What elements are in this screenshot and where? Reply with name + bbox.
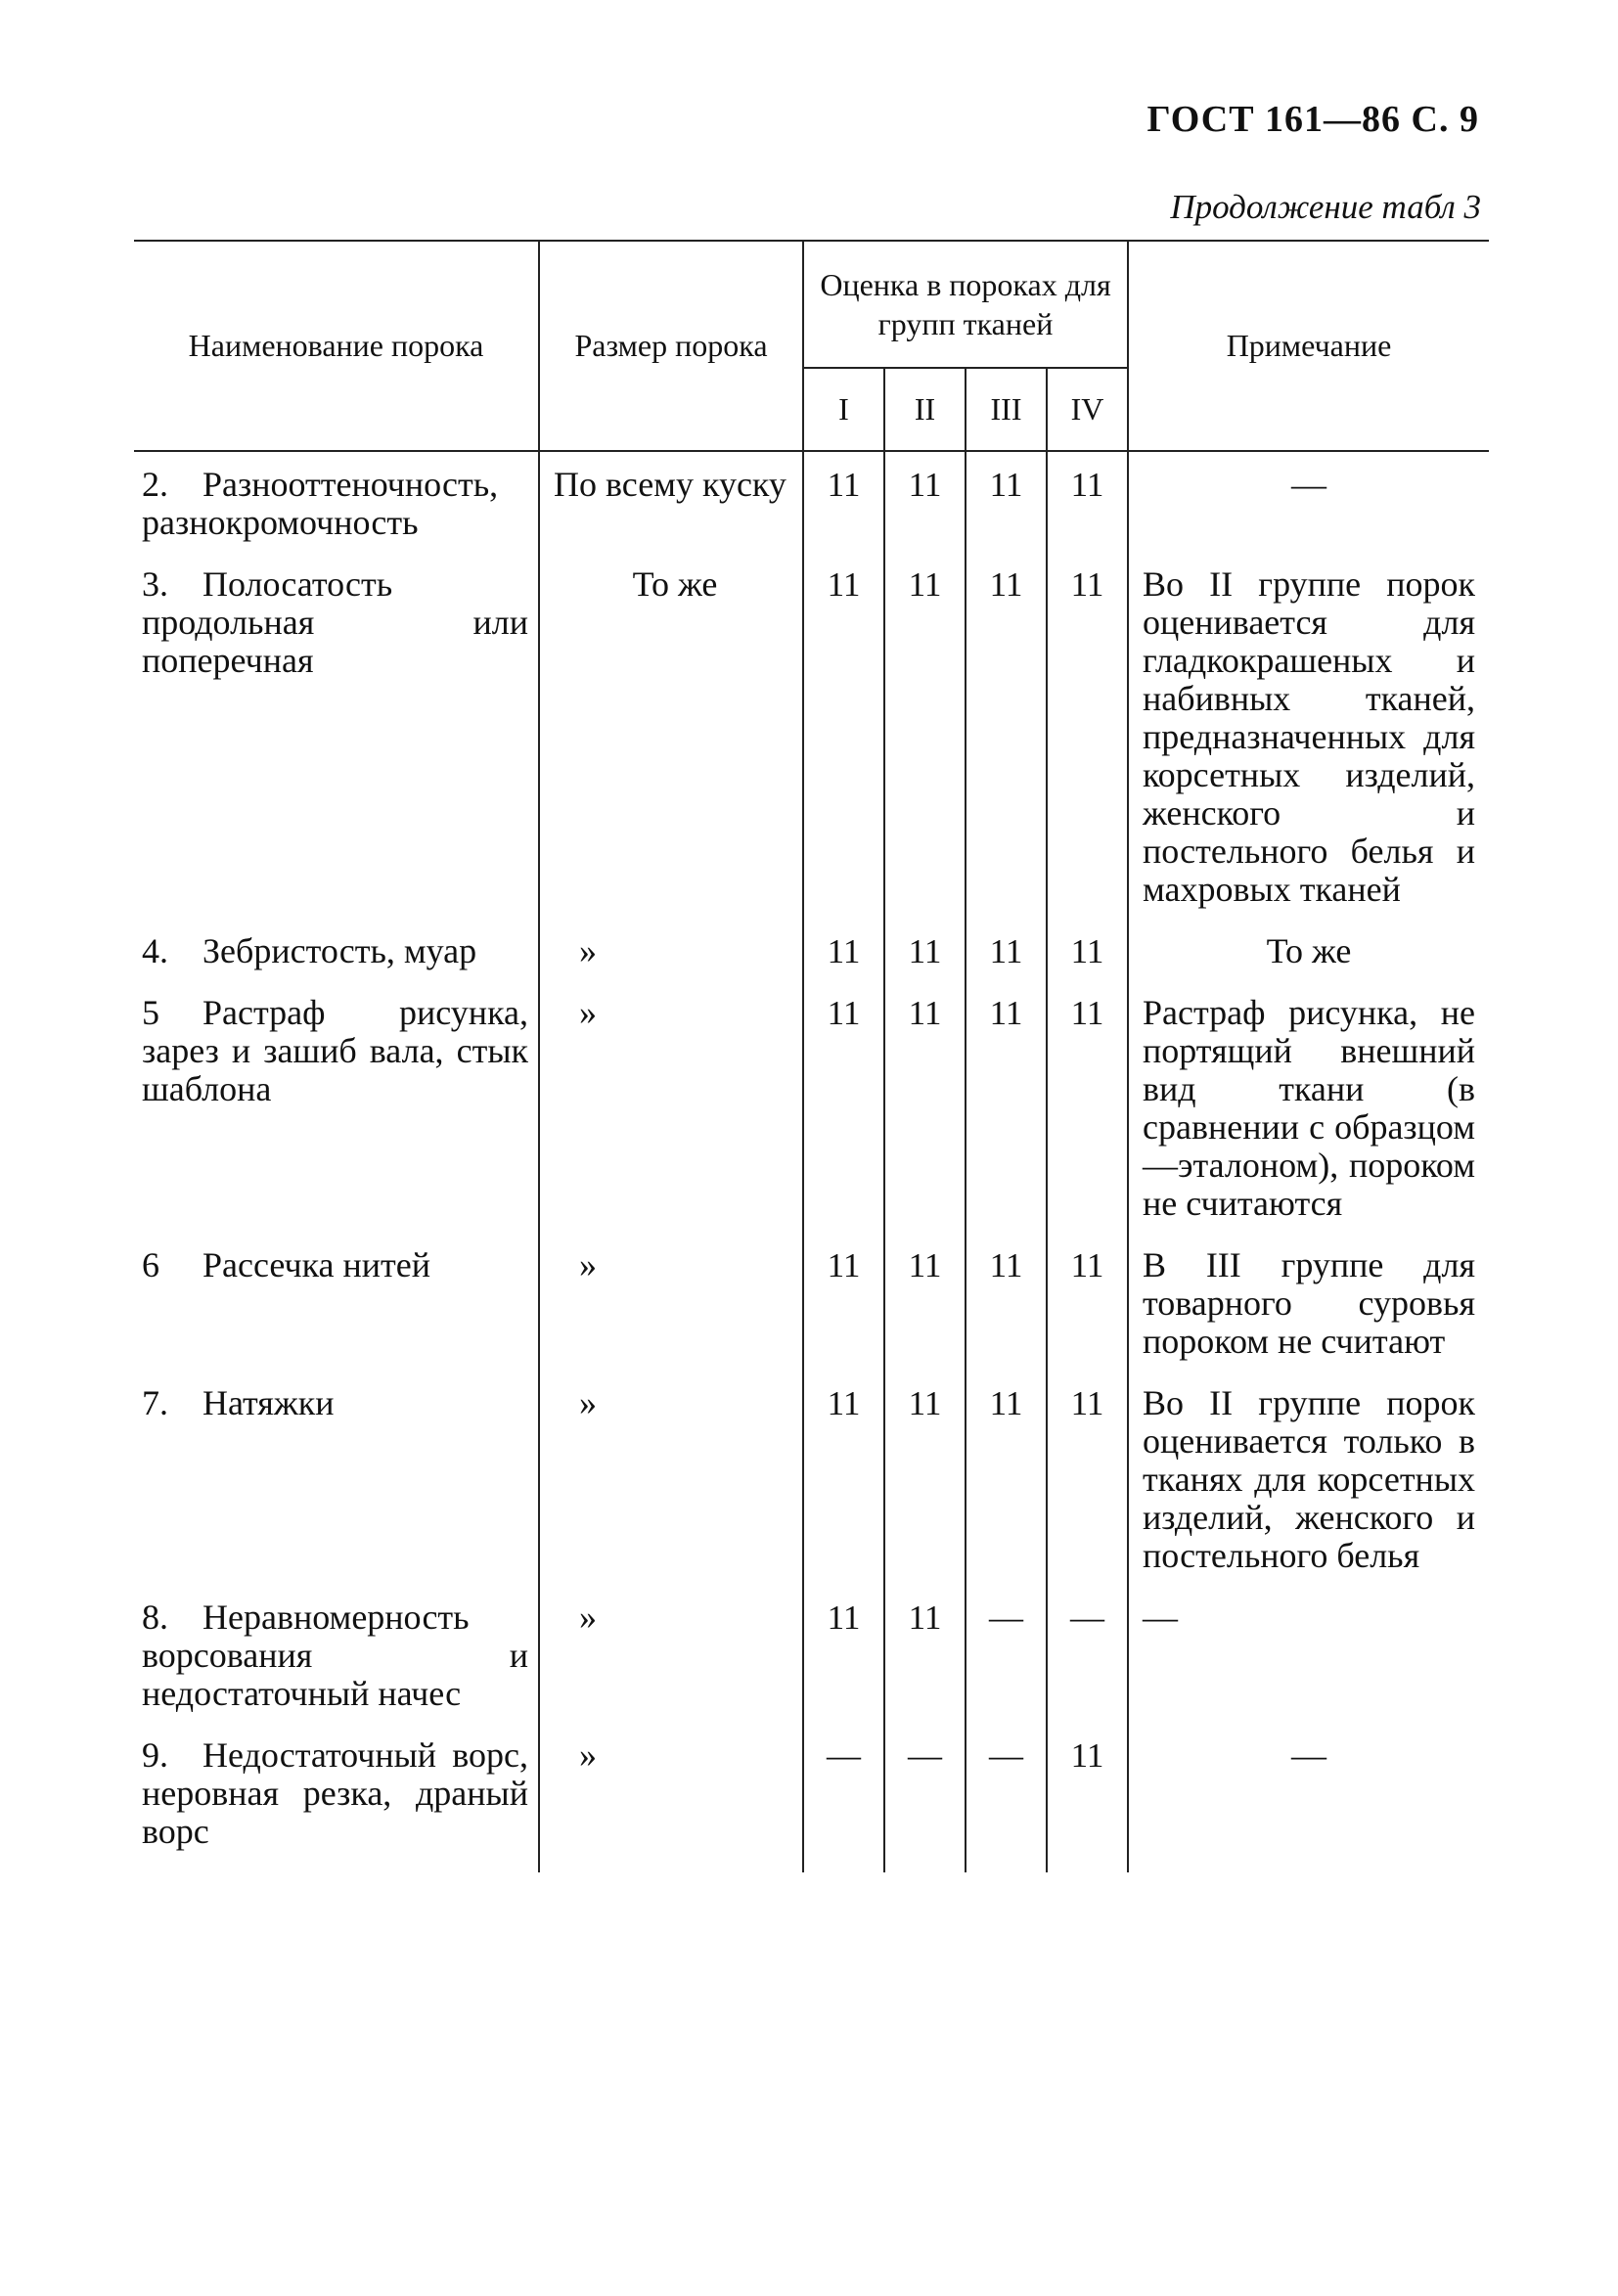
note: Растраф рисунка, не портящий внешний вид ткани (в сравнении с образцом—эталоном), пороком не считаются <box>1128 980 1489 1233</box>
row-number: 5 <box>142 993 159 1032</box>
note: — <box>1128 451 1489 552</box>
row-number: 7. <box>142 1383 168 1422</box>
defect-name: Растраф рисунка, зарез и зашиб вала, стык шаблона <box>142 993 528 1108</box>
defect-name-cell <box>134 1723 539 1872</box>
defect-size: » <box>539 919 803 980</box>
defect-size: » <box>539 1585 803 1723</box>
col-header-defect-size: Размер порока <box>539 241 803 451</box>
col-header-group-4: IV <box>1047 368 1128 451</box>
score-group-1: — <box>803 1723 884 1872</box>
defect-size: » <box>539 1233 803 1371</box>
defect-size: То же <box>539 552 803 919</box>
note: — <box>1128 1723 1489 1872</box>
score-group-1: 11 <box>803 1371 884 1585</box>
defect-name-cell <box>134 1233 539 1371</box>
score-group-2: 11 <box>884 552 966 919</box>
row-number: 2. <box>142 465 168 504</box>
table-row <box>134 980 1489 1233</box>
table-caption: Продолжение табл 3 <box>1170 188 1481 226</box>
score-group-2: 11 <box>884 1585 966 1723</box>
table-row <box>134 1233 1489 1371</box>
score-group-1: 11 <box>803 552 884 919</box>
score-group-3: 11 <box>966 980 1047 1233</box>
note: В III группе для товарного суровья пороком не считают <box>1128 1233 1489 1371</box>
table-row <box>134 451 1489 552</box>
score-group-3: 11 <box>966 451 1047 552</box>
note: Во II группе порок оценивается для гладкокрашеных и набивных тканей, предназначенных для корсетных изделий, женского и постельного белья и махровых тканей <box>1128 552 1489 919</box>
defect-name-cell <box>134 980 539 1233</box>
score-group-4: 11 <box>1047 919 1128 980</box>
col-header-group-3: III <box>966 368 1047 451</box>
score-group-4: 11 <box>1047 1371 1128 1585</box>
col-header-note: Примечание <box>1128 241 1489 451</box>
defect-name: Зебристость, муар <box>202 931 477 970</box>
table-row <box>134 1723 1489 1872</box>
score-group-1: 11 <box>803 919 884 980</box>
col-header-group-1: I <box>803 368 884 451</box>
col-header-group-2: II <box>884 368 966 451</box>
defect-name-cell <box>134 919 539 980</box>
table-row <box>134 919 1489 980</box>
defect-name-cell <box>134 451 539 552</box>
note: То же <box>1128 919 1489 980</box>
row-number: 8. <box>142 1598 168 1637</box>
score-group-2: — <box>884 1723 966 1872</box>
row-number: 3. <box>142 564 168 604</box>
defect-name: Недостаточный ворс, неровная резка, драный ворс <box>142 1735 528 1851</box>
score-group-4: 11 <box>1047 1233 1128 1371</box>
score-group-3: 11 <box>966 1371 1047 1585</box>
defect-size: » <box>539 980 803 1233</box>
table-header <box>134 241 1489 451</box>
score-group-2: 11 <box>884 451 966 552</box>
col-header-score-group: Оценка в пороках для групп тканей <box>803 241 1128 368</box>
page-header: ГОСТ 161—86 С. 9 <box>1146 99 1479 140</box>
score-group-1: 11 <box>803 451 884 552</box>
score-group-4: — <box>1047 1585 1128 1723</box>
score-group-3: 11 <box>966 1233 1047 1371</box>
row-number: 6 <box>142 1245 159 1284</box>
defect-name: Рассечка нитей <box>202 1245 431 1284</box>
score-group-3: 11 <box>966 919 1047 980</box>
row-number: 9. <box>142 1735 168 1775</box>
defects-table <box>134 240 1489 1872</box>
row-number: 4. <box>142 931 168 970</box>
score-group-1: 11 <box>803 1585 884 1723</box>
defect-name-cell <box>134 1371 539 1585</box>
note: Во II группе порок оценивается только в тканях для корсетных изделий, женского и постельного белья <box>1128 1371 1489 1585</box>
defect-name: Полосатость продольная или поперечная <box>142 564 528 680</box>
score-group-3: 11 <box>966 552 1047 919</box>
score-group-4: 11 <box>1047 451 1128 552</box>
score-group-4: 11 <box>1047 980 1128 1233</box>
table-row <box>134 1585 1489 1723</box>
score-group-2: 11 <box>884 919 966 980</box>
score-group-4: 11 <box>1047 1723 1128 1872</box>
defect-size: По всему куску <box>539 451 803 552</box>
score-group-2: 11 <box>884 980 966 1233</box>
defect-size: » <box>539 1723 803 1872</box>
score-group-3: — <box>966 1585 1047 1723</box>
table-row <box>134 1371 1489 1585</box>
col-header-defect-name: Наименование порока <box>134 241 539 451</box>
score-group-1: 11 <box>803 1233 884 1371</box>
score-group-3: — <box>966 1723 1047 1872</box>
defect-size: » <box>539 1371 803 1585</box>
defect-name: Неравномерность ворсования и недостаточный начес <box>142 1598 528 1713</box>
defect-name: Разнооттеночность, разнокромочность <box>142 465 499 542</box>
score-group-1: 11 <box>803 980 884 1233</box>
table-body <box>134 451 1489 1872</box>
defect-name-cell <box>134 552 539 919</box>
defect-name-cell <box>134 1585 539 1723</box>
defect-name: Натяжки <box>202 1383 335 1422</box>
table-row <box>134 552 1489 919</box>
note: — <box>1128 1585 1489 1723</box>
score-group-2: 11 <box>884 1233 966 1371</box>
score-group-2: 11 <box>884 1371 966 1585</box>
score-group-4: 11 <box>1047 552 1128 919</box>
